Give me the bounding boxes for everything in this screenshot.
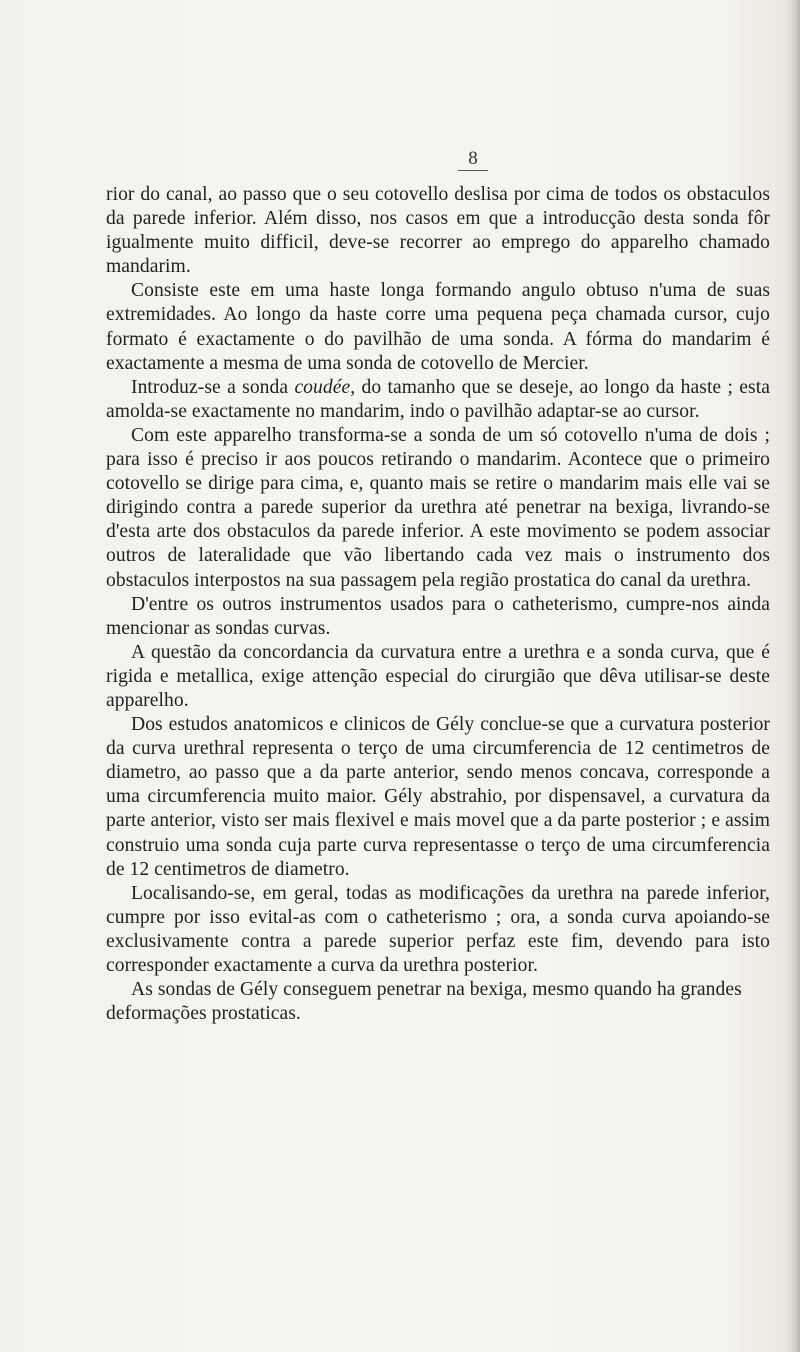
paragraph-5: D'entre os outros instrumentos usados para o catheterismo, cumpre-nos ainda mencionar as sondas curvas. — [106, 593, 770, 639]
paragraph-7: Dos estudos anatomicos e clinicos de Gély conclue-se que a curvatura posterior da curva urethral representa o terço de uma circumferencia de 12 centimetros de diametro, ao passo que a da parte anterior, sendo menos concava, corresponde a uma circumferencia muito maior. Gély abstrahio, por dispensavel, a curvatura da parte anterior, visto ser mais flexivel e mais movel que a da parte posterior ; e assim construio uma sonda cuja parte curva representasse o terço de uma circumferencia de 12 centimetros de diametro. — [106, 714, 770, 880]
paragraph-6: A questão da concordancia da curvatura entre a urethra e a sonda curva, que é rigida e metallica, exige attenção especial do cirurgião que dêva utilisar-se deste apparelho. — [106, 641, 770, 711]
page-edge-shadow — [786, 0, 800, 1352]
paragraph-3-italic-term: coudée — [294, 376, 351, 398]
paragraph-3-pre: Introduz-se a sonda — [131, 376, 295, 398]
paragraph-1: rior do canal, ao passo que o seu cotovello deslisa por cima de todos os obstaculos da parede inferior. Além disso, nos casos em que a introducção desta sonda fôr igualmente muito difficil, deve-se recorrer ao emprego do apparelho chamado mandarim. — [106, 184, 770, 278]
paragraph-9: As sondas de Gély conseguem penetrar na bexiga, mesmo quando ha grandes deformações prostaticas. — [106, 979, 742, 1025]
paragraph-3 — [106, 376, 770, 424]
paragraph-4: Com este apparelho transforma-se a sonda de um só cotovello n'uma de dois ; para isso é preciso ir aos poucos retirando o mandarim. Acontece que o primeiro cotovello se dirige para cima, e, quanto mais se retire o mandarim mais elle vai se dirigindo contra a parede superior da urethra até penetrar na bexiga, livrando-se d'esta arte dos obstaculos da parede inferior. A este movimento se podem associar outros de lateralidade que vão libertando cada vez mais o instrumento dos obstaculos interpostos na sua passagem pela região prostatica do canal da urethra. — [106, 424, 770, 591]
paragraph-2: Consiste este em uma haste longa formando angulo obtuso n'uma de suas extremidades. Ao longo da haste corre uma pequena peça chamada cursor, cujo formato é exactamente o do pavilhão de uma sonda. A fórma do mandarim é exactamente a mesma de uma sonda de cotovello de Mercier. — [106, 280, 770, 374]
paragraph-3-post: , do tamanho que se deseje, ao longo da haste ; esta amolda-se exactamente no mandarim, indo o pavilhão adaptar-se ao cursor. — [106, 376, 770, 422]
page-number: 8 — [458, 148, 488, 171]
body-text — [106, 183, 770, 1026]
paragraph-8: Localisando-se, em geral, todas as modificações da urethra na parede inferior, cumpre por isso evital-as com o catheterismo ; ora, a sonda curva apoiando-se exclusivamente contra a parede superior perfaz este fim, devendo para isto corresponder exactamente a curva da urethra posterior. — [106, 882, 770, 976]
